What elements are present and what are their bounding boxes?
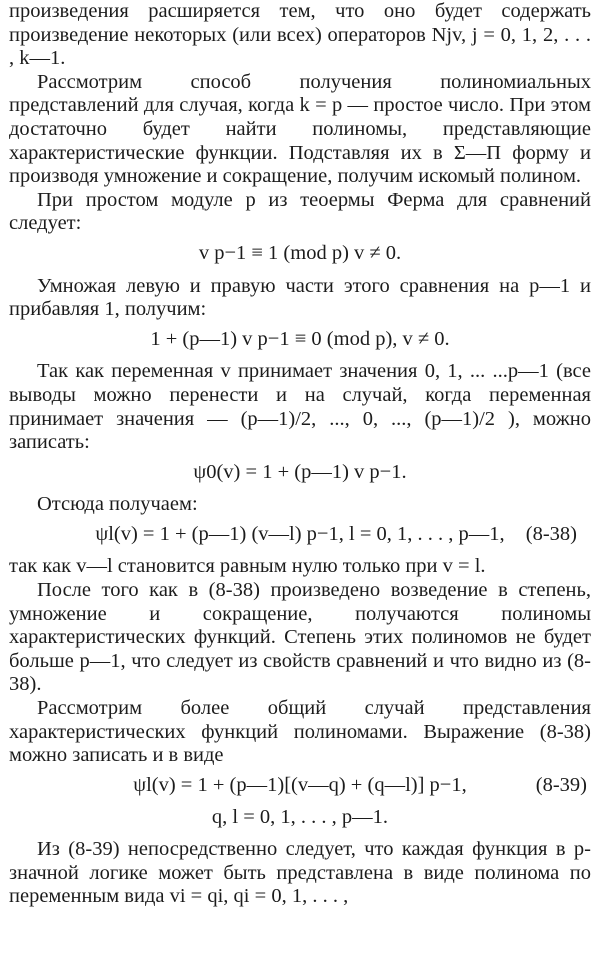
equation-8-38-body: ψl(v) = 1 + (p—1) (v—l) p−1, l = 0, 1, . . . , p—1,: [95, 522, 505, 545]
paragraph-7: так как v—l становится равным нулю только при v = l.: [9, 555, 486, 578]
equation-psi0: ψ0(v) = 1 + (p—1) v p−1.: [193, 460, 407, 483]
equation-8-38: [9, 523, 591, 547]
paragraph-1: произведения расширяется тем, что оно будет содержать произведение некоторых (или всех) операторов Njv, j = 0, 1, 2, . . . , k—1.: [9, 0, 591, 70]
paragraph-4: Умножая левую и правую части этого сравнения на p—1 и прибавляя 1, получим:: [9, 274, 591, 321]
equation-8-39-range: q, l = 0, 1, . . . , p—1.: [211, 806, 389, 829]
equation-fermat: v p−1 ≡ 1 (mod p) v ≠ 0.: [198, 241, 402, 264]
equation-8-39: [9, 774, 591, 798]
paragraph-10: Из (8-39) непосредственно следует, что каждая функция в p-значной логике может быть представлена в виде полинома по переменным вида vi = qi, qi = 0, 1, . . . ,: [9, 838, 591, 908]
equation-8-39-body: ψl(v) = 1 + (p—1)[(v—q) + (q—l)] p−1,: [133, 773, 467, 796]
equation-8-39-number: (8-39): [535, 773, 587, 796]
paragraph-2: Рассмотрим способ получения полиномиальных представлений для случая, когда k = p — простое число. При этом достаточно будет найти полиномы, представляющие характеристические функции. Подставляя их в Σ—Π форму и производя умножение и сокращение, получим искомый полином.: [9, 70, 591, 188]
paragraph-5: Так как переменная v принимает значения 0, 1, ... ...p—1 (все выводы можно перенести и на случай, когда переменная принимает значения — (p—1)/2, ..., 0, ..., (p—1)/2 ), можно записать:: [9, 360, 591, 454]
paragraph-6: Отсюда получаем:: [37, 493, 198, 516]
equation-8-38-number: (8-38): [525, 522, 577, 545]
paragraph-3: При простом модуле p из теоермы Ферма для сравнений следует:: [9, 188, 591, 235]
paragraph-8: После того как в (8-38) произведено возведение в степень, умножение и сокращение, получаются полиномы характеристических функций. Степень этих полиномов не будет больше p—1, что следует из свойств сравнений и что видно из (8-38).: [9, 579, 591, 696]
paragraph-9: Рассмотрим более общий случай представления характеристических функций полиномами. Выражение (8-38) можно записать и в виде: [9, 697, 591, 767]
equation-congruence: 1 + (p—1) v p−1 ≡ 0 (mod p), v ≠ 0.: [150, 327, 450, 350]
